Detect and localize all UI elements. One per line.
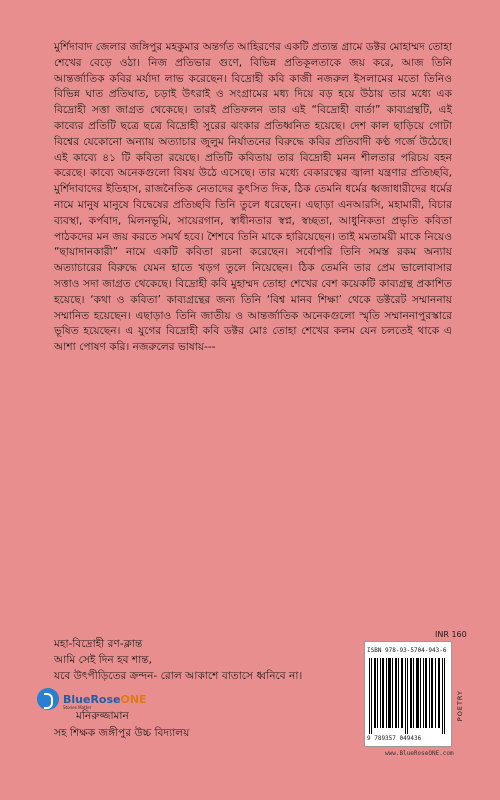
publisher-name-accent: ONE <box>120 692 147 706</box>
isbn-label: ISBN 978-93-5704-943-6 <box>367 647 447 654</box>
poem-line-3: যবে উৎপীড়িতের ক্রন্দন- রোল আকাশে বাতাসে ধ্বনিবে না। <box>54 669 303 682</box>
price-label: INR 160 <box>435 630 467 639</box>
blurb-paragraph <box>54 40 452 356</box>
publisher-name-main: BlueRose <box>63 692 121 706</box>
poem-line-2: আমি সেই দিন হব শান্ত, <box>54 653 152 666</box>
publisher-logo <box>37 688 147 710</box>
author-designation: সহ শিক্ষক জঙ্গীপুর উচ্চ বিদ্যালয় <box>54 727 190 739</box>
publisher-name <box>63 693 147 706</box>
barcode-digits: 9 789357 049436 <box>367 735 422 742</box>
blurb-text: মুর্শিদাবাদ জেলার জঙ্গিপুর মহকুমার অন্তর্গত আহিরণের একটি প্রত্যন্ত গ্রামে ডক্টর মোহাম্মদ তোহা শেখের বেড়ে ওঠা। নিজ প্রতিভার গুণে, বিভিন্ন প্রতিকূলতাকে জয় করে, আজ তিনি আন্তর্জাতিক কবির মর্যাদা লাভ করেছেন। বিদ্রোহী কবি কাজী নজরুল ইসলামের মতো তিনিও বিভিন্ন ঘাত প্রতিঘাত, চড়াই উৎরাই ও সংগ্রামের মধ্য দিয়ে বড় হয়ে উঠায় তার মধ্যে এক বিদ্রোহী সত্তা জাগ্রত থেকেছে। তারই প্রতিফলন তার এই “বিদ্রোহী বার্তা” কাব্যগ্রন্থটি, এই কাব্যের প্রতিটি ছত্রে ছত্রে বিদ্রোহী সুরের ঝংকার প্রতিধ্বনিত হয়েছে। দেশ কাল ছাড়িয়ে গোটা বিশ্বের যেকোনো অন্যায় অত্যাচার জুলুম নির্যাতনের বিরুদ্ধে কবির প্রতিবাদী কণ্ঠ গর্জে উঠেছে। এই কাব্যে ৪১ টি কবিতা রয়েছে। প্রতিটি কবিতায় তার বিদ্রোহী মনন শীলতার পরিচয় বহন করেছে। কাব্যে অনেকগুলো বিষয় উঠে এসেছে। তার মধ্যে বেকারত্বের জ্বালা যন্ত্রণার প্রতিচ্ছবি, মুর্শিদাবাদের ইতিহাস, রাজনৈতিক নেতাদের কুৎসিত দিক, ঠিক তেমনি ধর্মের ধ্বজাধারীদের ধর্মের নামে মানুষ মানুষে বিদ্বেষের প্রতিচ্ছবি তিনি তুলে ধরেছেন। এছাড়া এনআরসি, মহামারী, বিচার ব্যবস্থা, কর্পবাদ, মিলনভূমি, সায়েরগান, স্বাধীনতার স্বপ্ন, স্বচ্ছতা, আধুনিকতা প্রভৃতি কবিতা পাঠকদের মন জয় করতে সমর্থ হবে। শৈশবে তিনি মাকে হারিয়েছেন। তাই মমতাময়ী মাকে নিয়েও “ছায়াদানকারী” নামে একটি কবিতা রচনা করেছেন। সর্বোপরি তিনি সমস্ত রকম অন্যায় অত্যাচারের বিরুদ্ধে যেমন হাতে খড়গ তুলে নিয়েছেন। ঠিক তেমনি তার প্রেম ভালোবাসার সত্তাও সদা জাগ্রত থেকেছে। বিদ্রোহী কবি মুহাম্মদ তোহা শেখের বেশ কয়েকটি কাব্যগ্রন্থ প্রকাশিত হয়েছে। ‘কথা ও কবিতা’ কাব্যগ্রন্থের জন্য তিনি ‘বিশ্ব মানব শিক্ষা’ থেকে ডক্টরেট সম্মাননায় সম্মানিত হয়েছেন। এছাড়াও তিনি জাতীয় ও আন্তর্জাতিক অনেকগুলো স্মৃতি সম্মাননাপুরস্কারে ভূষিত হয়েছেন। এ যুগের বিদ্রোহী কবি ডক্টর মোঃ তোহা শেখের কলম যেন চলতেই থাকে এ আশা পোষণ করি। নজরুলের ভাষায়--- <box>54 41 452 354</box>
publisher-website: www.BlueRoseONE.com <box>385 750 454 757</box>
poem-line-1: মহা-বিদ্রোহী রণ-ক্লান্ত <box>54 638 143 650</box>
publisher-tagline: Stories Matter <box>63 705 92 710</box>
publisher-logo-icon <box>37 688 59 710</box>
barcode-icon <box>368 658 446 734</box>
author-name: মনিরুজ্জামান <box>76 710 129 722</box>
category-label: POETRY <box>456 690 464 722</box>
